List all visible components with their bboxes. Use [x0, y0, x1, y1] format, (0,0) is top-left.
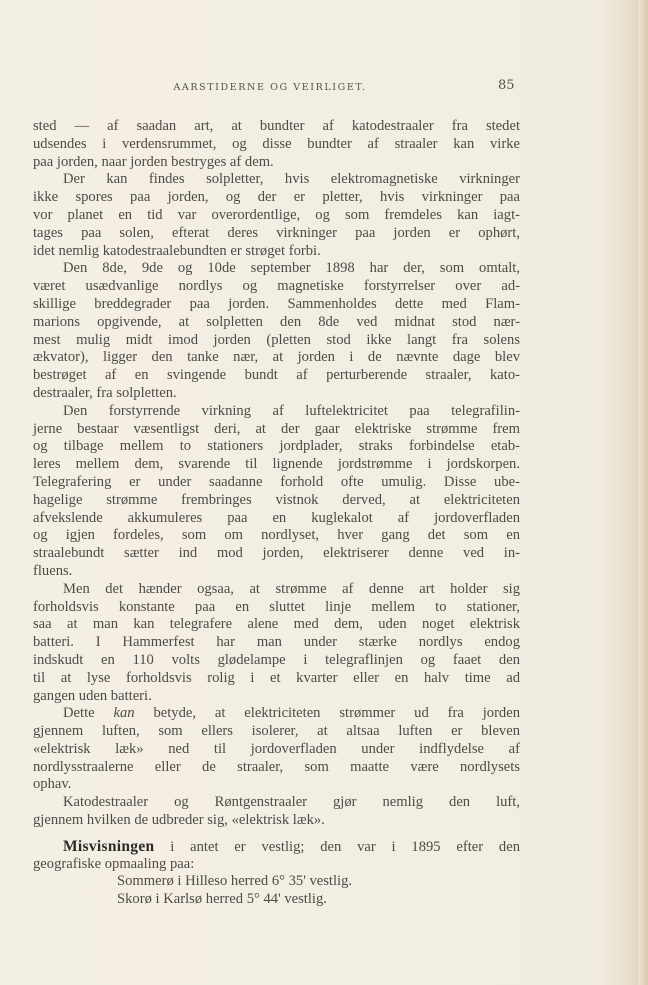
- emphasis-word: kan: [113, 705, 135, 722]
- text-line: gjennem hvilken de udbreder sig, «elektrisk læk».: [33, 812, 325, 829]
- text-line: destraaler, fra solpletten.: [33, 384, 177, 401]
- text-line: sted — af saadan art, at bundter af katodestraaler fra stedet: [33, 118, 520, 134]
- text-line: marions opgivende, at solpletten den 8de ved midnat stod nær-: [33, 313, 520, 330]
- text-line: ophav.: [33, 776, 72, 793]
- text-line: nordlysstraalerne eller de straaler, som maatte være nordlysets: [33, 758, 520, 775]
- text-line: været usædvanlige nordlys og magnetiske forstyrrelser over ad-: [33, 278, 520, 295]
- text-line: vor planet en tid var overordentlige, og som fremdeles kan iagt-: [33, 206, 520, 223]
- text-fragment: Dette: [63, 705, 95, 722]
- text-line: saa at man kan telegrafere alene med dem, uden noget elektrisk: [33, 616, 520, 633]
- text-line: straalebundt sætter ind mod jorden, elektriserer denne ved in-: [33, 545, 520, 562]
- page-number: 85: [498, 78, 515, 93]
- text-line: og tilbage mellem to stationers jordplader, straks forbindelse etab-: [33, 438, 520, 455]
- text-line: geografiske opmaaling paa:: [33, 855, 195, 872]
- text-line: gjennem luften, som ellers isolerer, at altsaa luften er bleven: [33, 723, 520, 740]
- text-fragment: betyde, at elektriciteten strømmer ud fra jorden: [153, 705, 520, 722]
- text-line: forholdsvis konstante paa en sluttet linje mellem to stationer,: [33, 598, 520, 615]
- text-line: Katodestraaler og Røntgenstraaler gjør nemlig den luft,: [63, 794, 520, 811]
- text-line: Telegrafering er under saadanne forhold ofte umulig. Disse ube-: [33, 473, 520, 490]
- text-line: Der kan findes solpletter, hvis elektromagnetiske virkninger: [63, 171, 520, 188]
- section-gap: [33, 830, 520, 838]
- text-line: udsendes i verdensrummet, og disse bundter af straaler kan virke: [33, 135, 520, 152]
- text-line: indskudt en 110 volts glødelampe i telegraflinjen og faaet den: [33, 651, 520, 668]
- page-edge: [638, 0, 648, 985]
- text-line: skillige breddegrader paa jorden. Sammenholdes dette med Flam-: [33, 295, 520, 312]
- text-line: til at lyse forholdsvis rolig i et kvarter eller en halv time ad: [33, 669, 520, 686]
- text-line: Skorø i Karlsø herred 5° 44' vestlig.: [117, 891, 327, 908]
- text-line: Sommerø i Hilleso herred 6° 35' vestlig.: [117, 873, 353, 890]
- text-line: bestrøget af en svingende bundt af perturberende straaler, kato-: [33, 367, 520, 384]
- text-line: batteri. I Hammerfest har man under stærke nordlys endog: [33, 634, 520, 651]
- text-line: paa jorden, naar jorden bestryges af dem.: [33, 153, 274, 170]
- text-line: mest mulig midt imod jorden (pletten stod ikke langt fra solens: [33, 331, 520, 348]
- text-line: ikke spores paa jorden, og der er pletter, hvis virkninger paa: [33, 189, 520, 206]
- running-title: AARSTIDERNE OG VEIRLIGET.: [173, 82, 367, 93]
- text-line: hagelige strømme frembringes vistnok derved, at elektriciteten: [33, 491, 520, 508]
- body-text: [33, 118, 520, 909]
- text-line: [33, 838, 520, 856]
- text-line: idet nemlig katodestraalebundten er strøget forbi.: [33, 242, 321, 259]
- text-fragment: i antet er vestlig; den var i 1895 efter den: [170, 838, 520, 855]
- text-line: jerne bestaar væsentligst deri, at der gaar elektriske strømme frem: [33, 420, 520, 437]
- text-line: afvekslende akkumuleres paa en kuglekalot af jordoverfladen: [33, 509, 520, 526]
- text-line: Den forstyrrende virkning af luftelektricitet paa telegrafilin-: [63, 402, 520, 419]
- text-line: [33, 705, 520, 723]
- text-line: fluens.: [33, 562, 73, 579]
- text-line: ækvator), ligger den tanke nær, at jorden i de nævnte dage blev: [33, 349, 520, 366]
- text-line: Men det hænder ogsaa, at strømme af denne art holder sig: [63, 580, 520, 597]
- section-heading: Misvisningen: [63, 837, 155, 855]
- text-line: Den 8de, 9de og 10de september 1898 har der, som omtalt,: [63, 260, 520, 277]
- text-line: gangen uden batteri.: [33, 687, 152, 704]
- text-line: tages paa solen, efterat deres virkninger paa jorden er ophørt,: [33, 224, 520, 241]
- text-line: «elektrisk læk» ned til jordoverfladen under indflydelse af: [33, 740, 520, 757]
- text-line: leres mellem dem, svarende til lignende jordstrømme i jordskorpen.: [33, 456, 520, 473]
- text-line: og igjen fordeles, som om nordlyset, hver gang det som en: [33, 527, 520, 544]
